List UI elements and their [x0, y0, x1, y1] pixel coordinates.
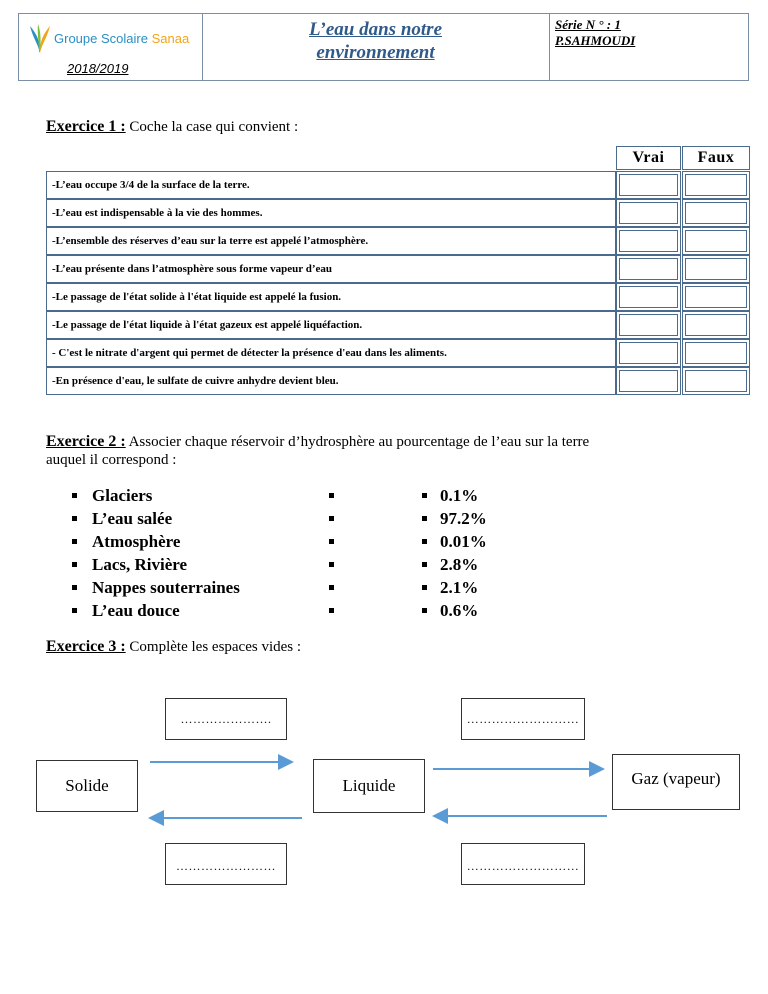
blank-box-top-left[interactable]: …………………. [165, 698, 287, 740]
statement-text: -L’ensemble des réserves d’eau sur la terre est appelé l’atmosphère. [46, 227, 616, 255]
statement-text: -L’eau occupe 3/4 de la surface de la terre. [46, 171, 616, 199]
school-year: 2018/2019 [67, 61, 129, 76]
blank-box-top-right[interactable]: ……………………… [461, 698, 585, 740]
statement-text: -L’eau présente dans l’atmosphère sous forme vapeur d’eau [46, 255, 616, 283]
col-header-faux: Faux [682, 146, 750, 170]
page-title: L’eau dans notre environnement [308, 19, 443, 63]
statement-text: - C'est le nitrate d'argent qui permet de détecter la présence d'eau dans les aliments. [46, 339, 616, 367]
exercise3-heading: Exercice 3 : Complète les espaces vides : [46, 638, 302, 655]
state-box-gas: Gaz (vapeur) [612, 754, 740, 810]
statement-text: -En présence d'eau, le sulfate de cuivre anhydre devient bleu. [46, 367, 616, 395]
state-box-liquid: Liquide [313, 759, 425, 813]
col-header-vrai: Vrai [616, 146, 681, 170]
exercise1-heading: Exercice 1 : Coche la case qui convient : [46, 118, 299, 135]
state-box-solid: Solide [36, 760, 138, 812]
statement-text: -L’eau est indispensable à la vie des hommes. [46, 199, 616, 227]
blank-box-bottom-right[interactable]: ……………………… [461, 843, 585, 885]
statement-text: -Le passage de l'état solide à l'état liquide est appelé la fusion. [46, 283, 616, 311]
logo-text: Groupe Scolaire Sanaa [54, 30, 190, 46]
series-info: Série N ° : 1 P.SAHMOUDI [555, 17, 636, 48]
blank-box-bottom-left[interactable]: …………………… [165, 843, 287, 885]
statement-text: -Le passage de l'état liquide à l'état gazeux est appelé liquéfaction. [46, 311, 616, 339]
exercise2-heading: Exercice 2 : Associer chaque réservoir d’hydrosphère au pourcentage de l’eau sur la terre auquel il correspond : [46, 433, 590, 468]
